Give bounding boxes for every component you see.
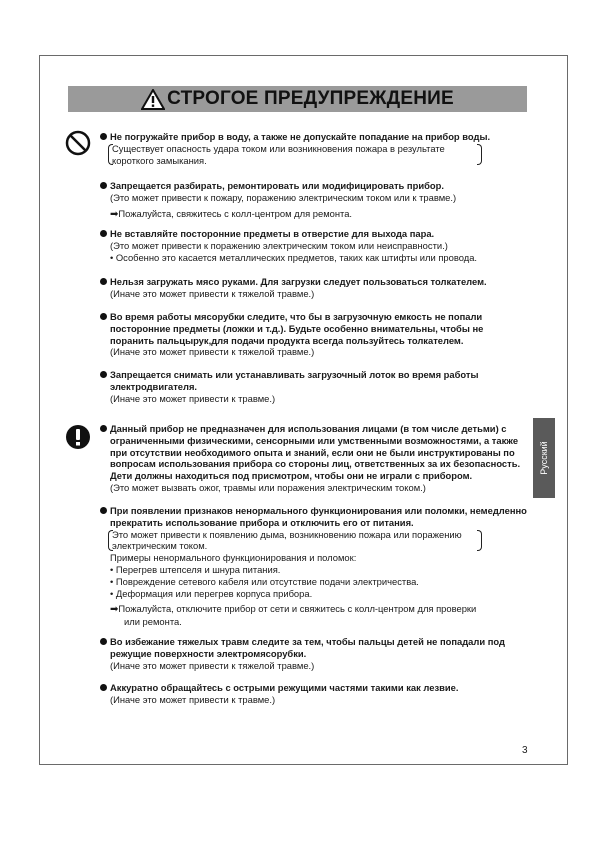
warning-head: Нельзя загружать мясо руками. Для загрузки следует пользоваться толкателем. <box>100 276 530 288</box>
warning-paren <box>100 143 472 167</box>
example-item: • Деформация или перегрев корпуса прибора. <box>110 587 313 599</box>
warning-head-line: поранить пальцырук,для подачи продукта всегда пользуйтесь толкателем. <box>110 334 464 346</box>
warning-arrow <box>100 603 530 616</box>
warning-item <box>100 682 530 706</box>
language-tab <box>533 418 555 498</box>
language-tab-label: Русский <box>539 441 549 475</box>
warning-paren-line: Это может привести к появлению дыма, возникновению пожара или поражению <box>112 528 462 540</box>
warning-item <box>100 276 530 300</box>
warning-item <box>100 423 530 494</box>
example-item: • Повреждение сетевого кабеля или отсутствие подачи электричества. <box>110 575 419 587</box>
arrow-icon: ➡ <box>110 208 119 220</box>
arrow-text: Пожалуйста, свяжитесь с колл-центром для ремонта. <box>118 207 353 219</box>
warning-paren <box>100 529 472 553</box>
warning-item <box>100 311 530 358</box>
warning-sub: (Иначе это может привести к тяжелой травме.) <box>110 659 315 671</box>
warning-paren-line: Существует опасность удара током или возникновения пожара в результате <box>112 142 445 154</box>
warning-head-line: Во время работы мясорубки следите, что бы в загрузочную емкость не попали <box>110 311 483 322</box>
exclamation-icon <box>65 424 91 450</box>
warning-item <box>100 636 530 671</box>
warning-sub: (Это может привести к поражению электрическим током или неисправности.) <box>110 239 448 251</box>
warning-head-line: Во избежание тяжелых травм следите за тем, чтобы пальцы детей не попадали под <box>110 636 505 647</box>
example-item: • Перегрев штепселя и шнура питания. <box>110 563 281 575</box>
warning-head: Не погружайте прибор в воду, а также не допускайте попадание на прибор воды. <box>100 131 530 143</box>
warning-sub: (Иначе это может привести к травме.) <box>110 693 276 705</box>
warning-head-line: При появлении признаков ненормального функционирования или поломки, немедленно <box>110 505 527 516</box>
warning-head-line: Дети должны находиться под присмотром, чтобы они не играли с прибором. <box>110 470 473 482</box>
warning-sub: (Это может вызвать ожог, травмы или поражения электрическим током.) <box>110 481 426 493</box>
warning-head-line: электродвигателя. <box>110 380 198 392</box>
warning-head-line: режущие поверхности электромясорубки. <box>110 647 307 659</box>
examples-title: Примеры ненормального функционирования и поломок: <box>110 552 357 564</box>
warning-sub: (Иначе это может привести к травме.) <box>110 392 276 404</box>
warning-sub: (Иначе это может привести к тяжелой травме.) <box>110 346 315 358</box>
warning-triangle-icon <box>141 89 165 110</box>
warning-paren-line: электрическим током. <box>112 540 208 552</box>
warning-head-line: прекратить использование прибора и отключить его от питания. <box>110 516 414 528</box>
warning-paren-line: короткого замыкания. <box>112 154 207 166</box>
warning-item <box>100 180 530 220</box>
warning-head: Аккуратно обращайтесь с острыми режущими частями такими как лезвие. <box>100 682 530 694</box>
warning-item <box>100 505 530 628</box>
warning-head: Не вставляйте посторонние предметы в отверстие для выхода пара. <box>100 228 530 240</box>
arrow-text: Пожалуйста, отключите прибор от сети и свяжитесь с колл-центром для проверки <box>118 603 477 615</box>
warning-head <box>100 505 530 529</box>
arrow-text-continued: или ремонта. <box>124 616 182 628</box>
prohibited-icon <box>65 130 91 156</box>
warning-head-line: вопросам использования прибора со стороны лиц, ответственных за их безопасность. <box>110 458 521 470</box>
arrow-icon: ➡ <box>110 604 119 616</box>
warning-item <box>100 369 530 404</box>
warning-head <box>100 423 530 482</box>
warning-note: • Особенно это касается металлических предметов, таких как штифты или провода. <box>110 251 478 263</box>
warning-banner <box>68 86 527 112</box>
warning-head-line: при отсутствии необходимого опыта и знаний, если они не были инструктированы по <box>110 446 515 458</box>
warning-item <box>100 228 530 263</box>
warning-head <box>100 369 530 393</box>
page-number: 3 <box>522 745 528 756</box>
warning-head-line: Данный прибор не предназначен для использования лицами (в том числе детьми) с <box>110 423 507 434</box>
warning-head-line: посторонние предметы (ложки и т.д.). Будьте особенно внимательны, чтобы не <box>110 322 484 334</box>
warning-head: Запрещается разбирать, ремонтировать или модифицировать прибор. <box>100 180 530 192</box>
banner-title: СТРОГОЕ ПРЕДУПРЕЖДЕНИЕ <box>167 88 454 109</box>
warning-head-line: Запрещается снимать или устанавливать загрузочный лоток во время работы <box>110 369 479 380</box>
warning-sub: (Иначе это может привести к тяжелой травме.) <box>110 287 315 299</box>
warning-head <box>100 311 530 346</box>
warning-head <box>100 636 530 660</box>
warning-item <box>100 131 530 166</box>
warning-sub: (Это может привести к пожару, поражению электрическим током или к травме.) <box>110 191 457 203</box>
warning-head-line: ограниченными физическими, сенсорными или умственными возможностями, а также <box>110 434 519 446</box>
warning-arrow <box>100 208 530 221</box>
